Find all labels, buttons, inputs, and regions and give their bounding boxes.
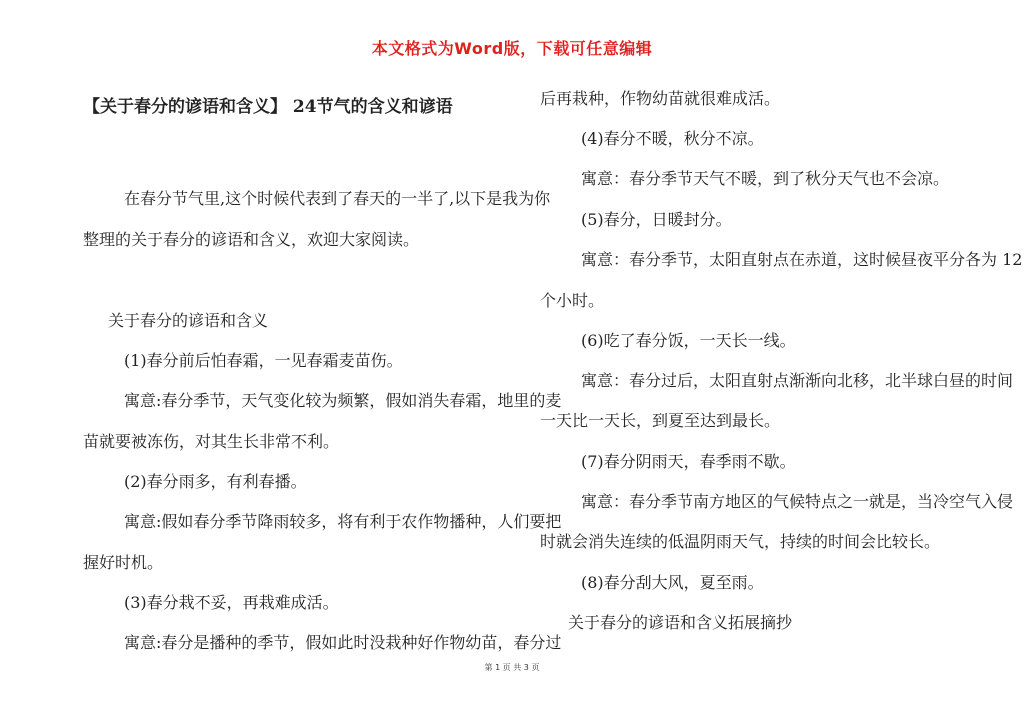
- page-title: 【关于春分的谚语和含义】 24节气的含义和谚语: [83, 97, 453, 117]
- meaning-2-line-1: 寓意:假如春分季节降雨较多，将有利于农作物播种，人们要把: [124, 512, 562, 531]
- meaning-1-line-2: 苗就要被冻伤，对其生长非常不利。: [83, 432, 340, 451]
- meaning-6-line-2: 一天比一天长，到夏至达到最长。: [540, 411, 781, 430]
- meaning-5-line-2: 个小时。: [540, 291, 605, 310]
- meaning-4: 寓意：春分季节天气不暖，到了秋分天气也不会凉。: [581, 169, 950, 188]
- section-heading-extended: 关于春分的谚语和含义拓展摘抄: [568, 613, 793, 632]
- proverb-4: (4)春分不暖，秋分不凉。: [581, 129, 764, 148]
- meaning-2-line-2: 握好时机。: [83, 553, 164, 572]
- meaning-1-line-1: 寓意:春分季节，天气变化较为频繁，假如消失春霜，地里的麦: [124, 391, 562, 410]
- page-footer: 第 1 页 共 3 页: [484, 663, 540, 672]
- meaning-5-line-1: 寓意：春分季节，太阳直射点在赤道，这时候昼夜平分各为 12: [581, 250, 1023, 269]
- meaning-7-line-1: 寓意：春分季节南方地区的气候特点之一就是，当冷空气入侵: [581, 492, 1014, 511]
- header-banner: 本文格式为Word版，下载可任意编辑: [371, 39, 653, 58]
- paragraph-intro-1: 在春分节气里,这个时候代表到了春天的一半了,以下是我为你: [124, 189, 551, 208]
- proverb-8: (8)春分刮大风，夏至雨。: [581, 573, 764, 592]
- section-heading: 关于春分的谚语和含义: [108, 311, 269, 330]
- meaning-7-line-2: 时就会消失连续的低温阴雨天气，持续的时间会比较长。: [540, 532, 941, 551]
- meaning-3-line-1: 寓意:春分是播种的季节，假如此时没栽种好作物幼苗，春分过: [124, 633, 562, 652]
- paragraph-intro-2: 整理的关于春分的谚语和含义，欢迎大家阅读。: [83, 230, 420, 249]
- proverb-7: (7)春分阴雨天，春季雨不歇。: [581, 452, 796, 471]
- proverb-3: (3)春分栽不妥，再栽难成活。: [124, 593, 339, 612]
- proverb-2: (2)春分雨多，有利春播。: [124, 472, 307, 491]
- proverb-5: (5)春分，日暖封分。: [581, 210, 732, 229]
- meaning-3-line-2: 后再栽种，作物幼苗就很难成活。: [540, 89, 781, 108]
- proverb-1: (1)春分前后怕春霜，一见春霜麦苗伤。: [124, 351, 403, 370]
- meaning-6-line-1: 寓意：春分过后，太阳直射点渐渐向北移，北半球白昼的时间: [581, 371, 1014, 390]
- proverb-6: (6)吃了春分饭，一天长一线。: [581, 331, 796, 350]
